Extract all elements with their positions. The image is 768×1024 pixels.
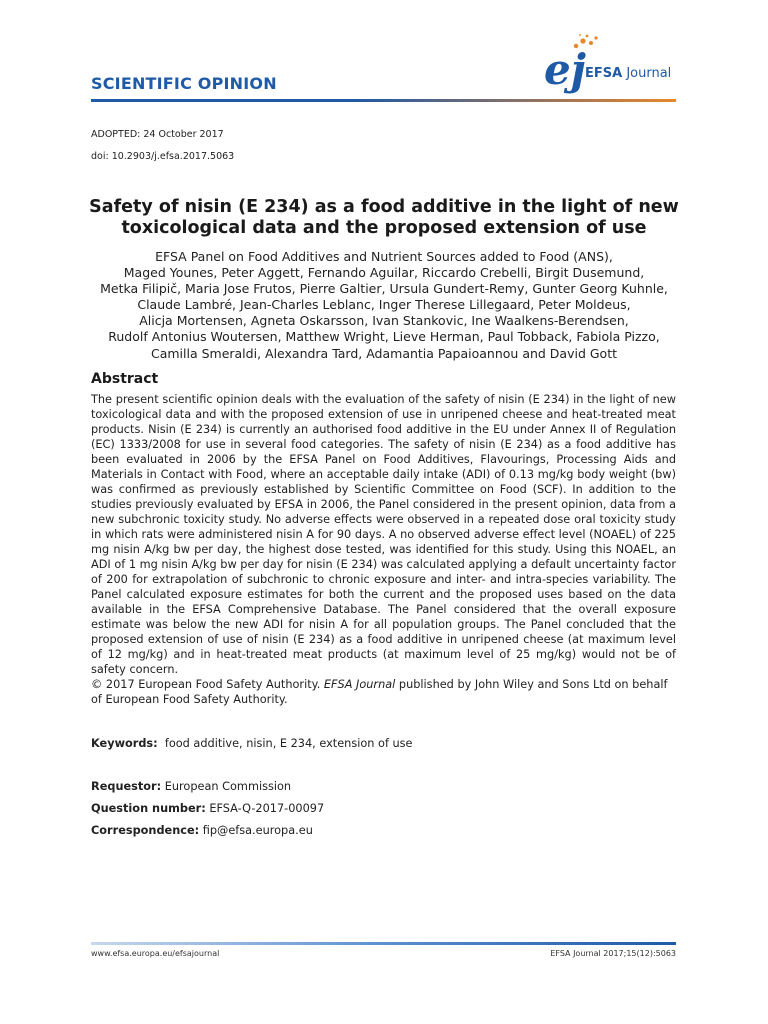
abstract-body: The present scientific opinion deals with the evaluation of the safety of nisin (E 234) in the light of new toxicological data and with the proposed extension of use in unripened cheese and heat-treated meat products. Nisin (E 234) is currently an authorised food additive in the EU under Annex II of Regulation (EC) 1333/2008 for use in several food categories. The safety of nisin (E 234) as a food additive has been evaluated in 2006 by the EFSA Panel on Food Additives, Flavourings, Processing Aids and Materials in Contact with Food, where an acceptable daily intake (ADI) of 0.13 mg/kg body weight (bw) was confirmed as previously established by Scientific Committee on Food (SCF). In addition to the studies previously evaluated by EFSA in 2006, the Panel considered in the present opinion, data from a new subchronic toxicity study. No adverse effects were observed in a repeated dose oral toxicity study in which rats were administered nisin A for 90 days. A no observed adverse effect level (NOAEL) of 225 mg nisin A/kg bw per day, the highest dose tested, was identified for this study. Using this NOAEL, an ADI of 1 mg nisin A/kg bw per day for nisin (E 234) was calculated applying a default uncertainty factor of 200 for extrapolation of subchronic to chronic exposure and inter- and intra-species variability. The Panel calculated exposure estimates for both the current and the proposed uses based on the data available in the EFSA Comprehensive Database. The Panel considered that the overall exposure estimate was below the new ADI for nisin A for all population groups. The Panel concluded that the proposed extension of use of nisin (E 234) as a food additive in unripened cheese (at maximum level of 12 mg/kg) and in heat-treated meat products (at maximum level of 25 mg/kg) would not be of safety concern. (91, 393, 676, 676)
correspondence (91, 824, 313, 837)
footer-url[interactable]: www.efsa.europa.eu/efsajournal (91, 949, 220, 958)
requestor-label: Requestor: (91, 780, 162, 793)
author-line: Camilla Smeraldi, Alexandra Tard, Adamantia Papaioannou and David Gott (150, 345, 618, 361)
footer-citation: EFSA Journal 2017;15(12):5063 (550, 949, 676, 958)
question-number-value: EFSA-Q-2017-00097 (209, 802, 325, 815)
journal-title-italic: EFSA Journal (323, 678, 396, 691)
doi: doi: 10.2903/j.efsa.2017.5063 (91, 151, 235, 162)
correspondence-label: Correspondence: (91, 824, 200, 837)
logo-monogram: ej (544, 45, 586, 94)
author-line: EFSA Panel on Food Additives and Nutrient Sources added to Food (ANS), (155, 249, 613, 264)
efsa-journal-logo (540, 30, 680, 100)
author-list (80, 249, 688, 362)
requestor (91, 780, 291, 793)
author-line: Rudolf Antonius Woutersen, Matthew Wright, Lieve Herman, Paul Tobback, Fabiola Pizzo, (108, 329, 660, 345)
abstract-heading: Abstract (91, 371, 159, 387)
author-line: Maged Younes, Peter Aggett, Fernando Aguilar, Riccardo Crebelli, Birgit Dusemund, (123, 265, 645, 281)
keywords (91, 737, 413, 750)
author-line: Alicja Mortensen, Agneta Oskarsson, Ivan Stankovic, Ine Waalkens-Berendsen, (139, 313, 629, 329)
adopted-date: ADOPTED: 24 October 2017 (91, 129, 224, 140)
author-line: Claude Lambré, Jean-Charles Leblanc, Inger Therese Lillegaard, Peter Moldeus, (137, 297, 631, 313)
correspondence-email[interactable]: fip@efsa.europa.eu (202, 824, 313, 837)
paper-title: Safety of nisin (E 234) as a food additive in the light of new toxicological data and the proposed extension of use (89, 197, 679, 238)
question-number (91, 802, 324, 815)
copyright-notice: © 2017 European Food Safety Authority. EFSA Journal published by John Wiley and Sons Ltd on behalf of European Food Safety Authority. (91, 678, 668, 706)
footer-divider (91, 942, 676, 945)
requestor-value: European Commission (164, 780, 292, 793)
question-number-label: Question number: (91, 802, 206, 815)
keywords-label: Keywords: (91, 737, 158, 750)
author-line: Metka Filipič, Maria Jose Frutos, Pierre Galtier, Ursula Gundert-Remy, Gunter Georg Kuhnle, (100, 281, 668, 297)
section-label: SCIENTIFIC OPINION (91, 74, 277, 93)
keywords-value: food additive, nisin, E 234, extension of use (164, 737, 413, 750)
journal-name: EFSA Journal (585, 66, 672, 81)
